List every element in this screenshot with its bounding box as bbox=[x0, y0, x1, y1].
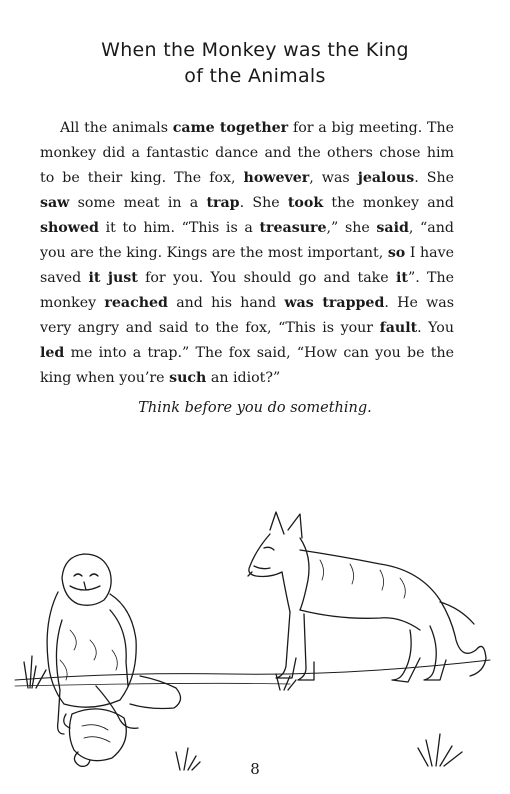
story-bold-word: said bbox=[376, 220, 409, 236]
ground-line bbox=[15, 660, 490, 680]
trap-box bbox=[69, 709, 126, 767]
story-text-run: and his hand bbox=[167, 295, 285, 311]
grass-tuft bbox=[418, 734, 462, 766]
story-text-run: . You bbox=[417, 320, 454, 336]
story-text-run: for a big meeting. The monkey did a fantastic dance and the others chose him to be their king. The fox, bbox=[40, 120, 454, 186]
story-bold-word: took bbox=[287, 195, 324, 211]
story-text-run: for you. You should go and take bbox=[137, 270, 396, 286]
story-text-run: I have saved bbox=[40, 245, 454, 286]
story-text-run: . He was very angry and said to the fox, “This is your bbox=[40, 295, 454, 336]
story-bold-word: trap bbox=[206, 195, 240, 211]
story-text-run: me into a trap.” The fox said, “How can you be the king when you’re bbox=[40, 345, 454, 386]
story-bold-word: such bbox=[169, 370, 207, 386]
story-bold-word: was trapped bbox=[284, 295, 385, 311]
story-bold-word: reached bbox=[104, 295, 168, 311]
story-bold-word: it bbox=[88, 270, 101, 286]
story-text-run: All the animals bbox=[60, 120, 173, 136]
story-text-run: the monkey and bbox=[323, 195, 454, 211]
story-bold-word: led bbox=[40, 345, 65, 361]
story-bold-word: saw bbox=[40, 195, 70, 211]
story-bold-word: it bbox=[395, 270, 408, 286]
story-text-run: . She bbox=[239, 195, 288, 211]
story-text-run: it to him. “This is a bbox=[98, 220, 260, 236]
story-bold-word: fault bbox=[379, 320, 418, 336]
story-bold-word: came together bbox=[172, 120, 289, 136]
story-text-run: . She bbox=[414, 170, 454, 186]
story-text-run: ,” she bbox=[326, 220, 377, 236]
story-text-run: ”. The monkey bbox=[40, 270, 454, 311]
monkey-figure bbox=[47, 554, 180, 734]
monkey-and-fox-illustration bbox=[0, 490, 510, 790]
story-title bbox=[40, 37, 470, 89]
story-text-run: , was bbox=[309, 170, 358, 186]
title-line-2: of the Animals bbox=[184, 65, 326, 87]
grass-tuft bbox=[24, 656, 46, 688]
story-bold-word: just bbox=[107, 270, 138, 286]
story-text-run: , “and you are the king. Kings are the most important, bbox=[40, 220, 454, 261]
story-bold-word: jealous bbox=[357, 170, 415, 186]
story-bold-word: however bbox=[243, 170, 310, 186]
story-moral: Think before you do something. bbox=[138, 400, 372, 416]
fox-figure bbox=[248, 512, 486, 682]
story-text-run: some meat in a bbox=[69, 195, 207, 211]
story-bold-word: treasure bbox=[259, 220, 327, 236]
story-paragraph bbox=[40, 116, 454, 391]
grass-tuft bbox=[176, 748, 200, 770]
story-text-run bbox=[101, 270, 108, 286]
story-bold-word: showed bbox=[40, 220, 99, 236]
page-number: 8 bbox=[250, 760, 260, 778]
story-text-run: an idiot?” bbox=[206, 370, 281, 386]
title-line-1: When the Monkey was the King bbox=[101, 39, 409, 61]
story-bold-word: so bbox=[387, 245, 406, 261]
